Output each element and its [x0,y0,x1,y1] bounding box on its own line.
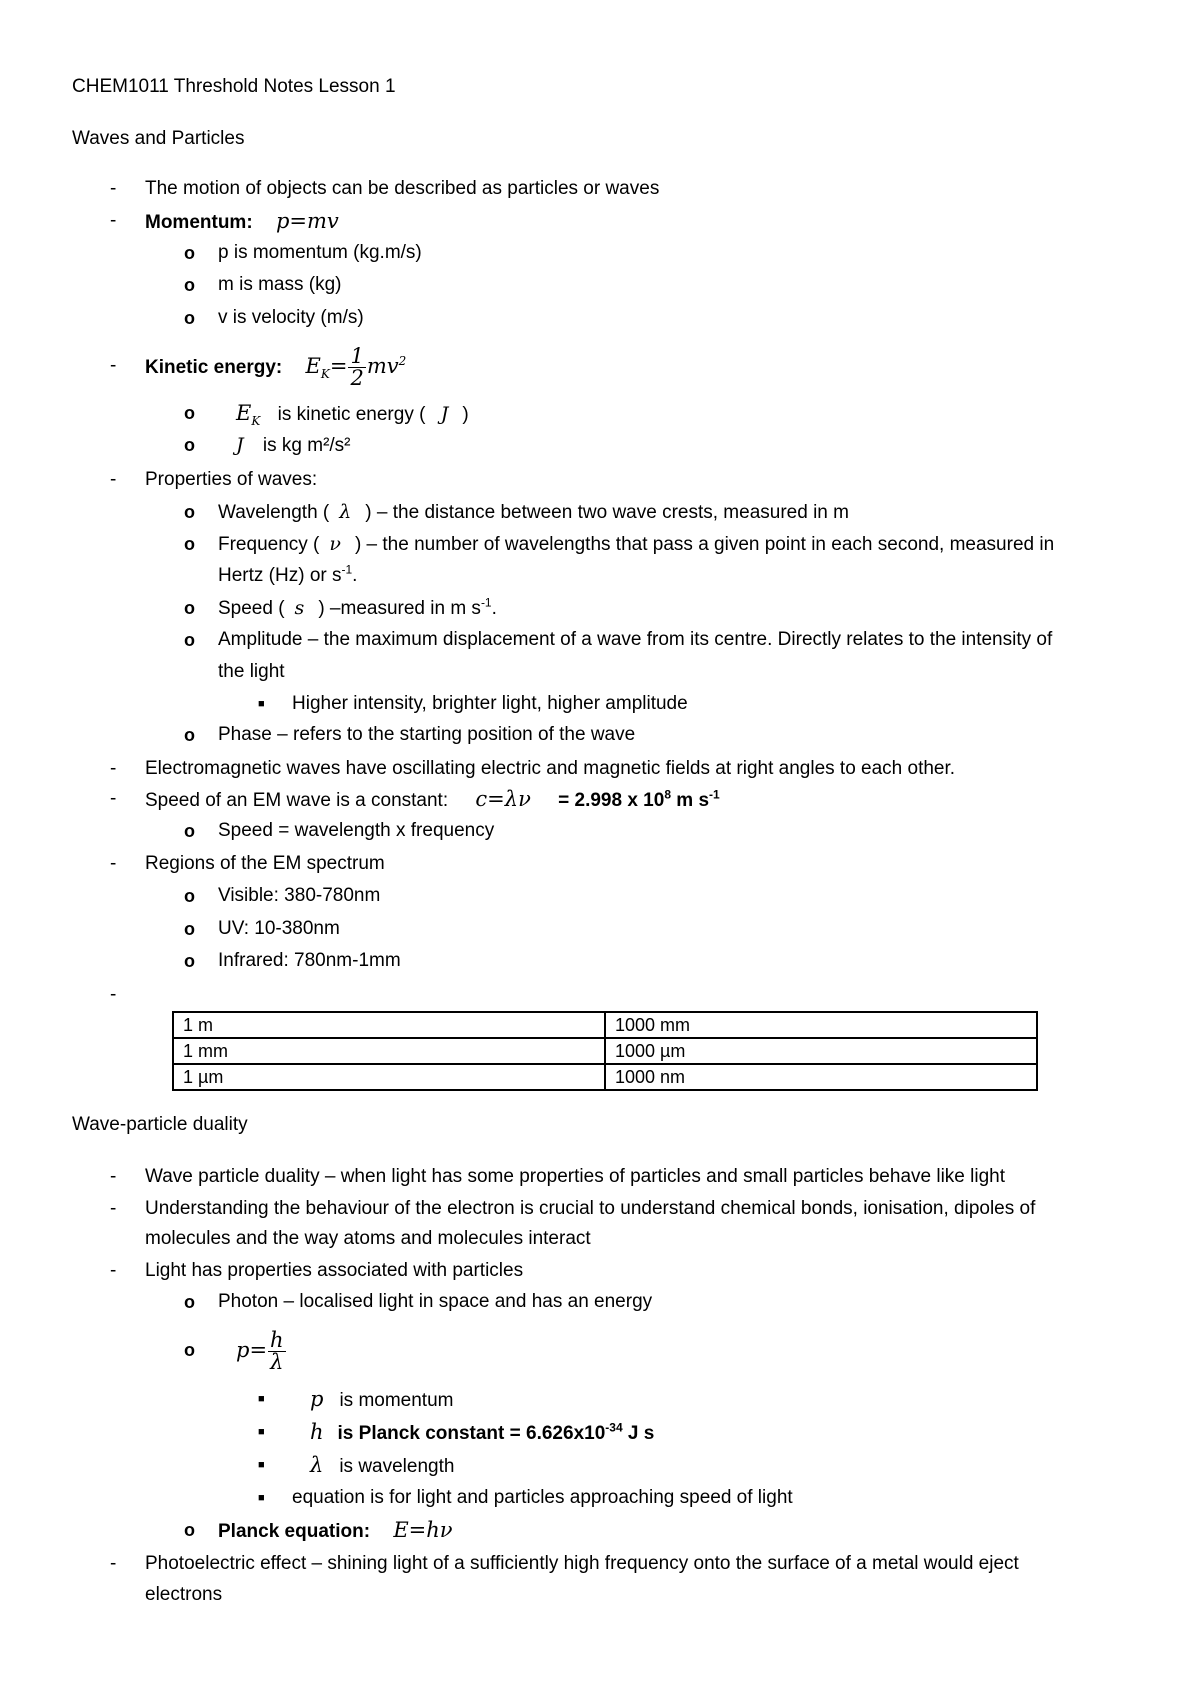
circle-bullet: o [184,534,195,554]
kinetic-energy-item [145,340,406,394]
region-visible: Visible: 380-780nm [218,885,381,906]
dash-bullet: - [110,178,117,199]
ek-definition: $E_K$ is kinetic energy ( J ) [236,401,469,428]
photoelectric-effect: Photoelectric effect – shining light of a sufficiently high frequency onto the surface of a metal would eject [145,1553,1019,1574]
circle-bullet: o [184,630,195,650]
kinetic-energy-equation: $E_K=$ $\frac{1}{2}$ $mv^2$ [305,344,407,390]
wavelength-symbol-definition: λ is wavelength [310,1453,455,1477]
em-speed-equation: c=λν [475,787,531,811]
table-row [173,1064,1037,1090]
p-definition: p is momentum [310,1387,454,1411]
speed-formula: Speed = wavelength x frequency [218,820,495,841]
intensity-note: Higher intensity, brighter light, higher amplitude [292,693,688,714]
region-infrared: Infrared: 780nm-1mm [218,950,401,971]
dash-bullet: - [110,210,117,231]
table-row [173,1012,1037,1038]
h-over-lambda-fraction: $\frac{h}{\lambda}$ [270,1328,284,1374]
speed-definition: Speed ( s ) –measured in m $s^{-1}$. [218,595,497,619]
dash-bullet: - [110,853,117,874]
joule-definition: J is kg m²/s² [236,434,351,456]
amplitude-definition: Amplitude – the maximum displacement of a wave from its centre. Directly relates to the intensity of [218,629,1053,650]
dash-bullet: - [110,355,117,376]
document-page: CHEM1011 Threshold Notes Lesson 1 Waves and Particles - The motion of objects can be described as particles or waves - Momentum: p=mv o p is momentum (kg.m/s) o m is mass (kg) o v is velocity (m/s) - Kinetic energy: $E_K=$ $\frac{1}{2}$ $mv^2$ o $E_K$ is kinetic energy ( J ) o J is kg m²/s² - Properties of waves: o Wavelength ( λ ) – the distance between two wave crests, measured in m o Frequency ( ν ) – the number of wavelengths that pass a given point in each second, measured in Hertz (Hz) or $s^{-1}$. o Speed ( s ) –measured in m $s^{-1}$. o Amplitude – the maximum displacement of a wave from its centre. Directly relates to the intensity of the light ■ Higher intensity, brighter light, higher amplitude o Phase – refers to the starting position of the wave - Electromagnetic waves have oscillating electric and magnetic fields at right angles to each other. - Speed of an EM wave is a constant: c=λν = 2.998 x $10^8$ m $s^{-1}$ o Speed = wavelength x frequency - Regions of the EM spectrum o Visible: 380-780nm o UV: 10-380nm o Infrared: 780nm-1mm - 1 m 1000 mm 1 mm 1000 µm 1 µm 1000 nm Wave-particle duality - Wave particle duality – when light has some properties of particles and small particles behave like light - Understanding the behaviour of the electron is crucial to understand chemical bonds, ionisation, dipoles of molecules and the way atoms and molecules interact - Light has properties associated with particles o Photon – localised light in space and has an energy o p= $\frac{h}{\lambda}$ ■ p is momentum ■ h is Planck constant = $6.626x10^{-34}$ J s ■ λ is wavelength ■ equation is for light and particles approaching speed of light o Planck equation: E=hν - Photoelectric effect – shining light of a sufficiently high frequency onto the surface of a metal would eject electrons [72,76,1055,1605]
momentum-equation: p=mv [275,209,339,233]
circle-bullet: o [184,821,195,841]
dash-bullet: - [110,1553,117,1574]
table-cell: 1 mm [173,1038,605,1064]
circle-bullet: o [184,1520,195,1540]
circle-bullet: o [184,243,195,263]
document-title: CHEM1011 Threshold Notes Lesson 1 [72,76,396,97]
circle-bullet: o [184,435,195,455]
square-bullet: ■ [258,1393,265,1405]
dash-bullet: - [110,1166,117,1187]
kinetic-energy-label: Kinetic energy: [145,357,283,378]
equation-note: equation is for light and particles approaching speed of light [292,1487,793,1508]
photon-definition: Photon – localised light in space and has an energy [218,1291,653,1312]
em-regions-label: Regions of the EM spectrum [145,853,385,874]
dash-bullet: - [110,1260,117,1281]
dash-bullet: - [110,758,117,779]
em-speed-item: Speed of an EM wave is a constant: c=λν = 2.998 x $10^8$ m $s^{-1}$ [145,787,720,811]
frequency-definition: Frequency ( ν ) – the number of wavelengths that pass a given point in each second, measured in [218,533,1055,555]
circle-bullet: o [184,886,195,906]
square-bullet: ■ [258,698,265,710]
de-broglie-equation: p= $\frac{h}{\lambda}$ [236,1328,284,1374]
dash-bullet: - [110,469,117,490]
wavelength-definition: Wavelength ( λ ) – the distance between two wave crests, measured in m [218,501,849,523]
section-heading-waves: Waves and Particles [72,128,245,149]
em-waves-text: Electromagnetic waves have oscillating electric and magnetic fields at right angles to each other. [145,758,956,779]
dash-bullet: - [110,1198,117,1219]
planck-constant-definition: h is Planck constant = $6.626x10^{-34}$ J s [310,1420,655,1444]
square-bullet: ■ [258,1426,265,1438]
electron-text: Understanding the behaviour of the electron is crucial to understand chemical bonds, ionisation, dipoles of [145,1198,1036,1219]
unit-conversion-table [172,1011,1038,1091]
square-bullet: ■ [258,1459,265,1471]
section-heading-duality: Wave-particle duality [72,1114,248,1135]
dash-bullet: - [110,788,117,809]
momentum-definition: p is momentum (kg.m/s) [218,242,422,263]
table-cell: 1000 mm [605,1012,1037,1038]
circle-bullet: o [184,598,195,618]
circle-bullet: o [184,502,195,522]
table-cell: 1000 µm [605,1038,1037,1064]
circle-bullet: o [184,725,195,745]
region-uv: UV: 10-380nm [218,918,340,939]
planck-equation-item: Planck equation: E=hν [218,1518,453,1542]
table-cell: 1 m [173,1012,605,1038]
light-properties: Light has properties associated with particles [145,1260,524,1281]
mass-definition: m is mass (kg) [218,274,342,295]
circle-bullet: o [184,951,195,971]
motion-text: The motion of objects can be described as particles or waves [145,178,660,199]
momentum-label: Momentum: [145,212,253,233]
one-half-fraction: $\frac{1}{2}$ [350,344,364,390]
circle-bullet: o [184,275,195,295]
circle-bullet: o [184,1340,195,1360]
velocity-definition: v is velocity (m/s) [218,307,364,328]
dash-bullet: - [110,984,117,1005]
table-row [173,1038,1037,1064]
circle-bullet: o [184,403,195,423]
properties-of-waves: Properties of waves: [145,469,318,490]
phase-definition: Phase – refers to the starting position of the wave [218,724,636,745]
circle-bullet: o [184,308,195,328]
table-cell: 1000 nm [605,1064,1037,1090]
table-cell: 1 µm [173,1064,605,1090]
duality-text: Wave particle duality – when light has some properties of particles and small particles behave like light [145,1166,1006,1187]
momentum-item [145,208,339,236]
planck-equation: E=hν [393,1518,453,1542]
circle-bullet: o [184,1292,195,1312]
square-bullet: ■ [258,1492,265,1504]
circle-bullet: o [184,919,195,939]
em-speed-value: = 2.998 x $10^8$ m $s^{-1}$ [558,787,720,811]
